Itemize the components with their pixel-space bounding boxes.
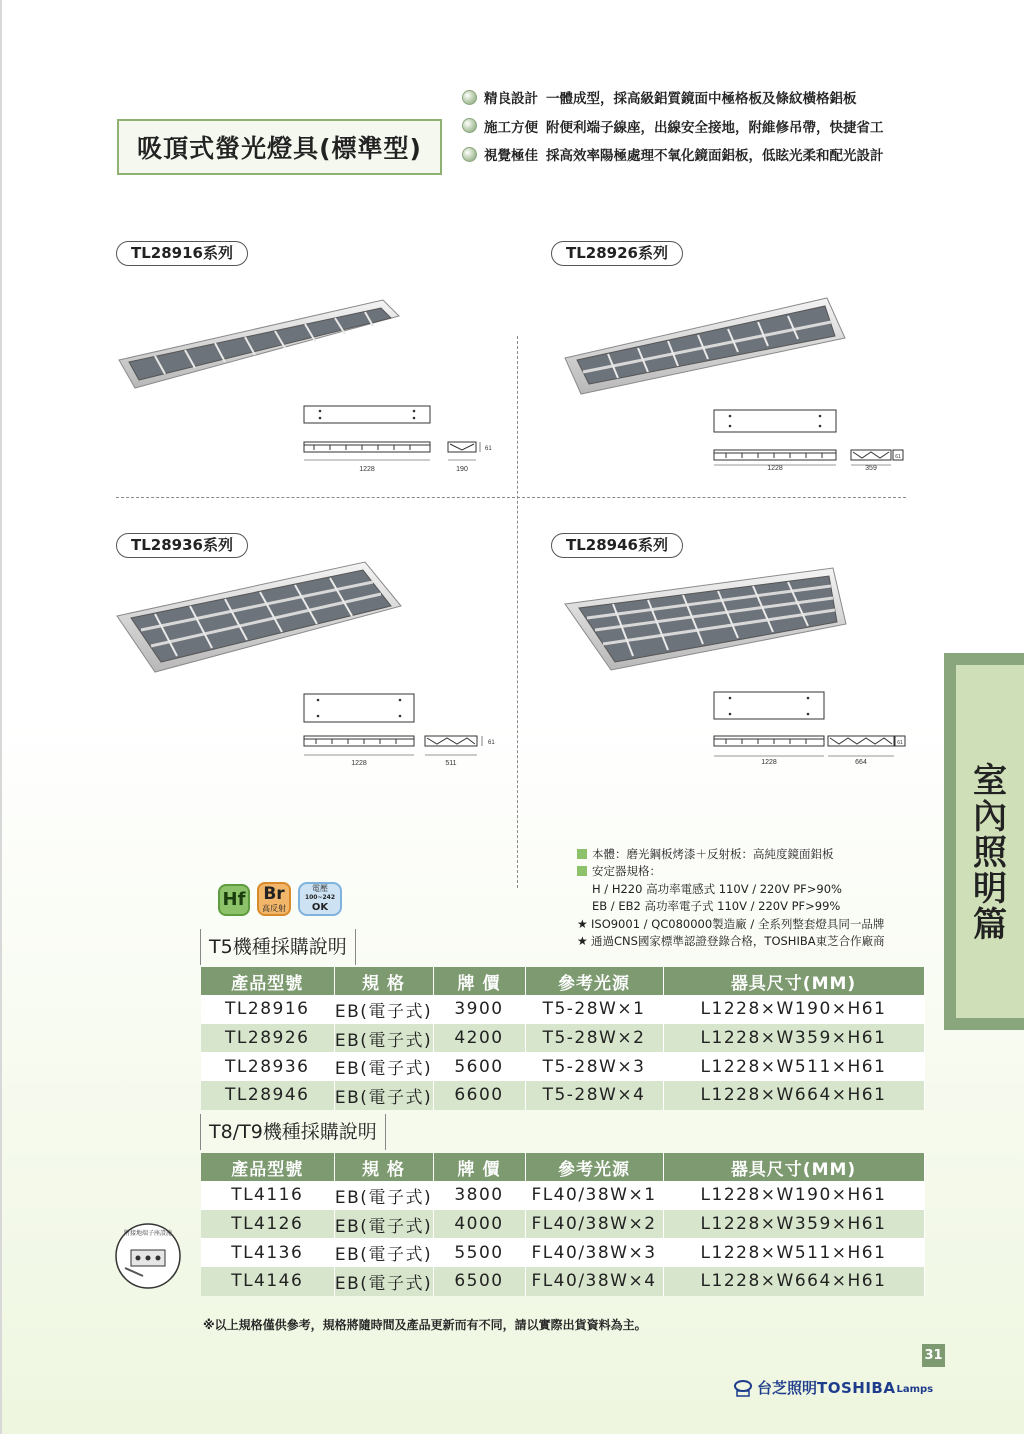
bullet-icon bbox=[462, 118, 477, 133]
cell-model: TL4126 bbox=[201, 1210, 334, 1239]
cell-price: 4000 bbox=[433, 1210, 525, 1239]
cell-size: L1228×W511×H61 bbox=[663, 1238, 924, 1267]
brand-en: TOSHIBA bbox=[817, 1378, 896, 1397]
br-logo-sub: 高反射 bbox=[262, 904, 286, 913]
cell-price: 3900 bbox=[433, 995, 525, 1024]
cell-lamp: FL40/38W×4 bbox=[525, 1267, 663, 1296]
series-tab-tl28936: TL28936系列 bbox=[116, 533, 248, 558]
col-header: 器具尺寸(MM) bbox=[663, 1153, 924, 1181]
feature-list bbox=[462, 83, 942, 169]
brand-suffix: Lamps bbox=[896, 1384, 934, 1395]
cell-size: L1228×W511×H61 bbox=[663, 1052, 924, 1081]
voltage-ok-logo bbox=[298, 882, 342, 916]
cell-size: L1228×W664×H61 bbox=[663, 1267, 924, 1296]
br-logo-text: Br bbox=[263, 884, 285, 904]
section-side-tab-inner bbox=[956, 665, 1024, 1018]
cell-spec: EB(電子式) bbox=[334, 1181, 433, 1210]
feature-key: 精良設計 bbox=[484, 91, 538, 108]
dimension-width: 190 bbox=[456, 466, 468, 473]
page-number: 31 bbox=[922, 1344, 945, 1367]
square-bullet-icon bbox=[577, 866, 587, 876]
feature-item bbox=[462, 112, 942, 141]
cell-size: L1228×W190×H61 bbox=[663, 1181, 924, 1210]
t5-section-title: T5機種採購說明 bbox=[200, 929, 356, 965]
star-icon: ★ bbox=[577, 916, 588, 931]
footnote: ※以上規格僅供參考，規格將隨時間及產品更新而有不同，請以實際出貨資料為主。 bbox=[203, 1318, 647, 1332]
fixture-image-tl28946 bbox=[563, 566, 848, 673]
hf-logo: Hf bbox=[218, 884, 250, 916]
col-header: 產品型號 bbox=[201, 967, 334, 995]
cell-lamp: FL40/38W×1 bbox=[525, 1181, 663, 1210]
spec-notes bbox=[577, 845, 885, 950]
cell-model: TL28936 bbox=[201, 1052, 334, 1081]
fixture-image-tl28916 bbox=[115, 296, 400, 392]
drawing-tl28926 bbox=[712, 408, 907, 473]
dimension-length: 1228 bbox=[351, 760, 367, 767]
voltage-range: 100~242 bbox=[304, 894, 336, 901]
fixture-image-tl28926 bbox=[563, 296, 848, 396]
cell-price: 5500 bbox=[433, 1238, 525, 1267]
feature-key: 施工方便 bbox=[484, 119, 538, 136]
drawing-tl28916 bbox=[300, 404, 495, 476]
fixture-image-tl28936 bbox=[115, 560, 403, 675]
col-header: 參考光源 bbox=[525, 1153, 663, 1181]
feature-text: 附便利端子線座，出線安全接地，附維修吊帶，快捷省工 bbox=[546, 119, 884, 136]
cell-model: TL28946 bbox=[201, 1081, 334, 1110]
dimension-height: 61 bbox=[488, 740, 495, 746]
cell-model: TL4146 bbox=[201, 1267, 334, 1296]
series-tab-tl28946: TL28946系列 bbox=[551, 533, 683, 558]
series-tab-tl28916: TL28916系列 bbox=[116, 241, 248, 266]
star-icon: ★ bbox=[577, 934, 588, 949]
br-logo bbox=[257, 882, 291, 916]
table-row bbox=[201, 1081, 924, 1110]
dimension-width: 511 bbox=[445, 760, 457, 767]
cell-lamp: FL40/38W×2 bbox=[525, 1210, 663, 1239]
t8-section-title: T8/T9機種採購說明 bbox=[200, 1114, 386, 1150]
cell-spec: EB(電子式) bbox=[334, 995, 433, 1024]
cell-model: TL4116 bbox=[201, 1181, 334, 1210]
cell-lamp: T5-28W×3 bbox=[525, 1052, 663, 1081]
dimension-length: 1228 bbox=[761, 759, 777, 766]
col-header: 牌 價 bbox=[433, 967, 525, 995]
note-text: 安定器規格： bbox=[592, 864, 661, 879]
note-ballast-h: H / H220 高功率電感式 110V / 220V PF>90% bbox=[592, 881, 842, 896]
cell-price: 4200 bbox=[433, 1024, 525, 1053]
brand-footer bbox=[733, 1377, 933, 1398]
dimension-length: 1228 bbox=[359, 466, 375, 473]
page-border bbox=[0, 0, 2, 1434]
cell-size: L1228×W190×H61 bbox=[663, 995, 924, 1024]
cell-size: L1228×W359×H61 bbox=[663, 1210, 924, 1239]
series-tab-tl28926: TL28926系列 bbox=[551, 241, 683, 266]
side-tab-char: 篇 bbox=[973, 905, 1007, 945]
section-side-tab bbox=[944, 653, 1024, 1030]
table-row bbox=[201, 1238, 924, 1267]
cell-price: 6500 bbox=[433, 1267, 525, 1296]
cell-lamp: T5-28W×2 bbox=[525, 1024, 663, 1053]
cell-spec: EB(電子式) bbox=[334, 1024, 433, 1053]
feature-item bbox=[462, 140, 942, 169]
cell-spec: EB(電子式) bbox=[334, 1210, 433, 1239]
table-row bbox=[201, 1210, 924, 1239]
terminal-block-badge bbox=[113, 1220, 183, 1290]
t5-table bbox=[201, 967, 925, 1110]
dimension-width: 359 bbox=[865, 465, 877, 472]
voltage-label: 電壓 bbox=[312, 884, 328, 893]
cell-size: L1228×W664×H61 bbox=[663, 1081, 924, 1110]
cell-model: TL28926 bbox=[201, 1024, 334, 1053]
t8-table bbox=[201, 1153, 925, 1296]
col-header: 牌 價 bbox=[433, 1153, 525, 1181]
cell-spec: EB(電子式) bbox=[334, 1081, 433, 1110]
col-header: 規 格 bbox=[334, 967, 433, 995]
table-row bbox=[201, 995, 924, 1024]
note-cns bbox=[577, 933, 885, 951]
page-title-box bbox=[117, 119, 442, 175]
note-text: 通過CNS國家標準認證登錄合格，TOSHIBA東芝合作廠商 bbox=[591, 934, 885, 949]
note-iso bbox=[577, 915, 885, 933]
square-bullet-icon bbox=[577, 849, 587, 859]
note-text: ISO9001 / QC080000製造廠 / 全系列整套燈具同一品牌 bbox=[591, 916, 885, 931]
dimension-height: 61 bbox=[897, 740, 903, 746]
horizontal-divider bbox=[116, 497, 906, 498]
badge-caption: 附接地端子座設施 bbox=[123, 1230, 173, 1237]
dimension-length: 1228 bbox=[767, 465, 783, 472]
drawing-tl28936 bbox=[300, 692, 500, 770]
feature-key: 視覺極佳 bbox=[484, 148, 538, 165]
note-ballast-eb: EB / EB2 高功率電子式 110V / 220V PF>99% bbox=[592, 899, 841, 914]
note-body bbox=[577, 845, 885, 863]
feature-item bbox=[462, 83, 942, 112]
cell-lamp: T5-28W×1 bbox=[525, 995, 663, 1024]
side-tab-char: 內 bbox=[973, 797, 1007, 837]
cell-price: 5600 bbox=[433, 1052, 525, 1081]
col-header: 產品型號 bbox=[201, 1153, 334, 1181]
cell-lamp: T5-28W×4 bbox=[525, 1081, 663, 1110]
cell-spec: EB(電子式) bbox=[334, 1267, 433, 1296]
side-tab-char: 室 bbox=[973, 761, 1007, 801]
cell-model: TL28916 bbox=[201, 995, 334, 1024]
side-tab-char: 照 bbox=[973, 833, 1007, 873]
table-row bbox=[201, 1181, 924, 1210]
feature-text: 一體成型，採高級鋁質鏡面中極格板及條紋橫格鋁板 bbox=[546, 91, 857, 108]
feature-text: 採高效率陽極處理不氧化鏡面鋁板，低眩光柔和配光設計 bbox=[546, 148, 884, 165]
table-row bbox=[201, 1052, 924, 1081]
cell-lamp: FL40/38W×3 bbox=[525, 1238, 663, 1267]
dimension-height: 61 bbox=[485, 446, 492, 452]
note-ballast bbox=[577, 863, 885, 881]
table-header-row bbox=[201, 1153, 924, 1181]
cell-price: 3800 bbox=[433, 1181, 525, 1210]
col-header: 參考光源 bbox=[525, 967, 663, 995]
table-row bbox=[201, 1024, 924, 1053]
bullet-icon bbox=[462, 147, 477, 162]
note-text: 本體：磨光鋼板烤漆＋反射板：高純度鏡面鋁板 bbox=[592, 846, 834, 861]
cell-price: 6600 bbox=[433, 1081, 525, 1110]
col-header: 器具尺寸(MM) bbox=[663, 967, 924, 995]
cell-spec: EB(電子式) bbox=[334, 1052, 433, 1081]
vertical-divider bbox=[517, 336, 518, 888]
drawing-tl28946 bbox=[712, 690, 912, 768]
col-header: 規 格 bbox=[334, 1153, 433, 1181]
cell-spec: EB(電子式) bbox=[334, 1238, 433, 1267]
table-header-row bbox=[201, 967, 924, 995]
side-tab-char: 明 bbox=[973, 869, 1007, 909]
page-title: 吸頂式螢光燈具(標準型) bbox=[137, 134, 422, 163]
brand-cn: 台芝照明 bbox=[757, 1379, 818, 1397]
cell-model: TL4136 bbox=[201, 1238, 334, 1267]
table-row bbox=[201, 1267, 924, 1296]
brand-logo-icon bbox=[733, 1378, 753, 1398]
dimension-width: 664 bbox=[855, 759, 867, 766]
dimension-height: 61 bbox=[895, 454, 901, 460]
bullet-icon bbox=[462, 90, 477, 105]
cell-size: L1228×W359×H61 bbox=[663, 1024, 924, 1053]
voltage-ok: OK bbox=[311, 902, 329, 913]
